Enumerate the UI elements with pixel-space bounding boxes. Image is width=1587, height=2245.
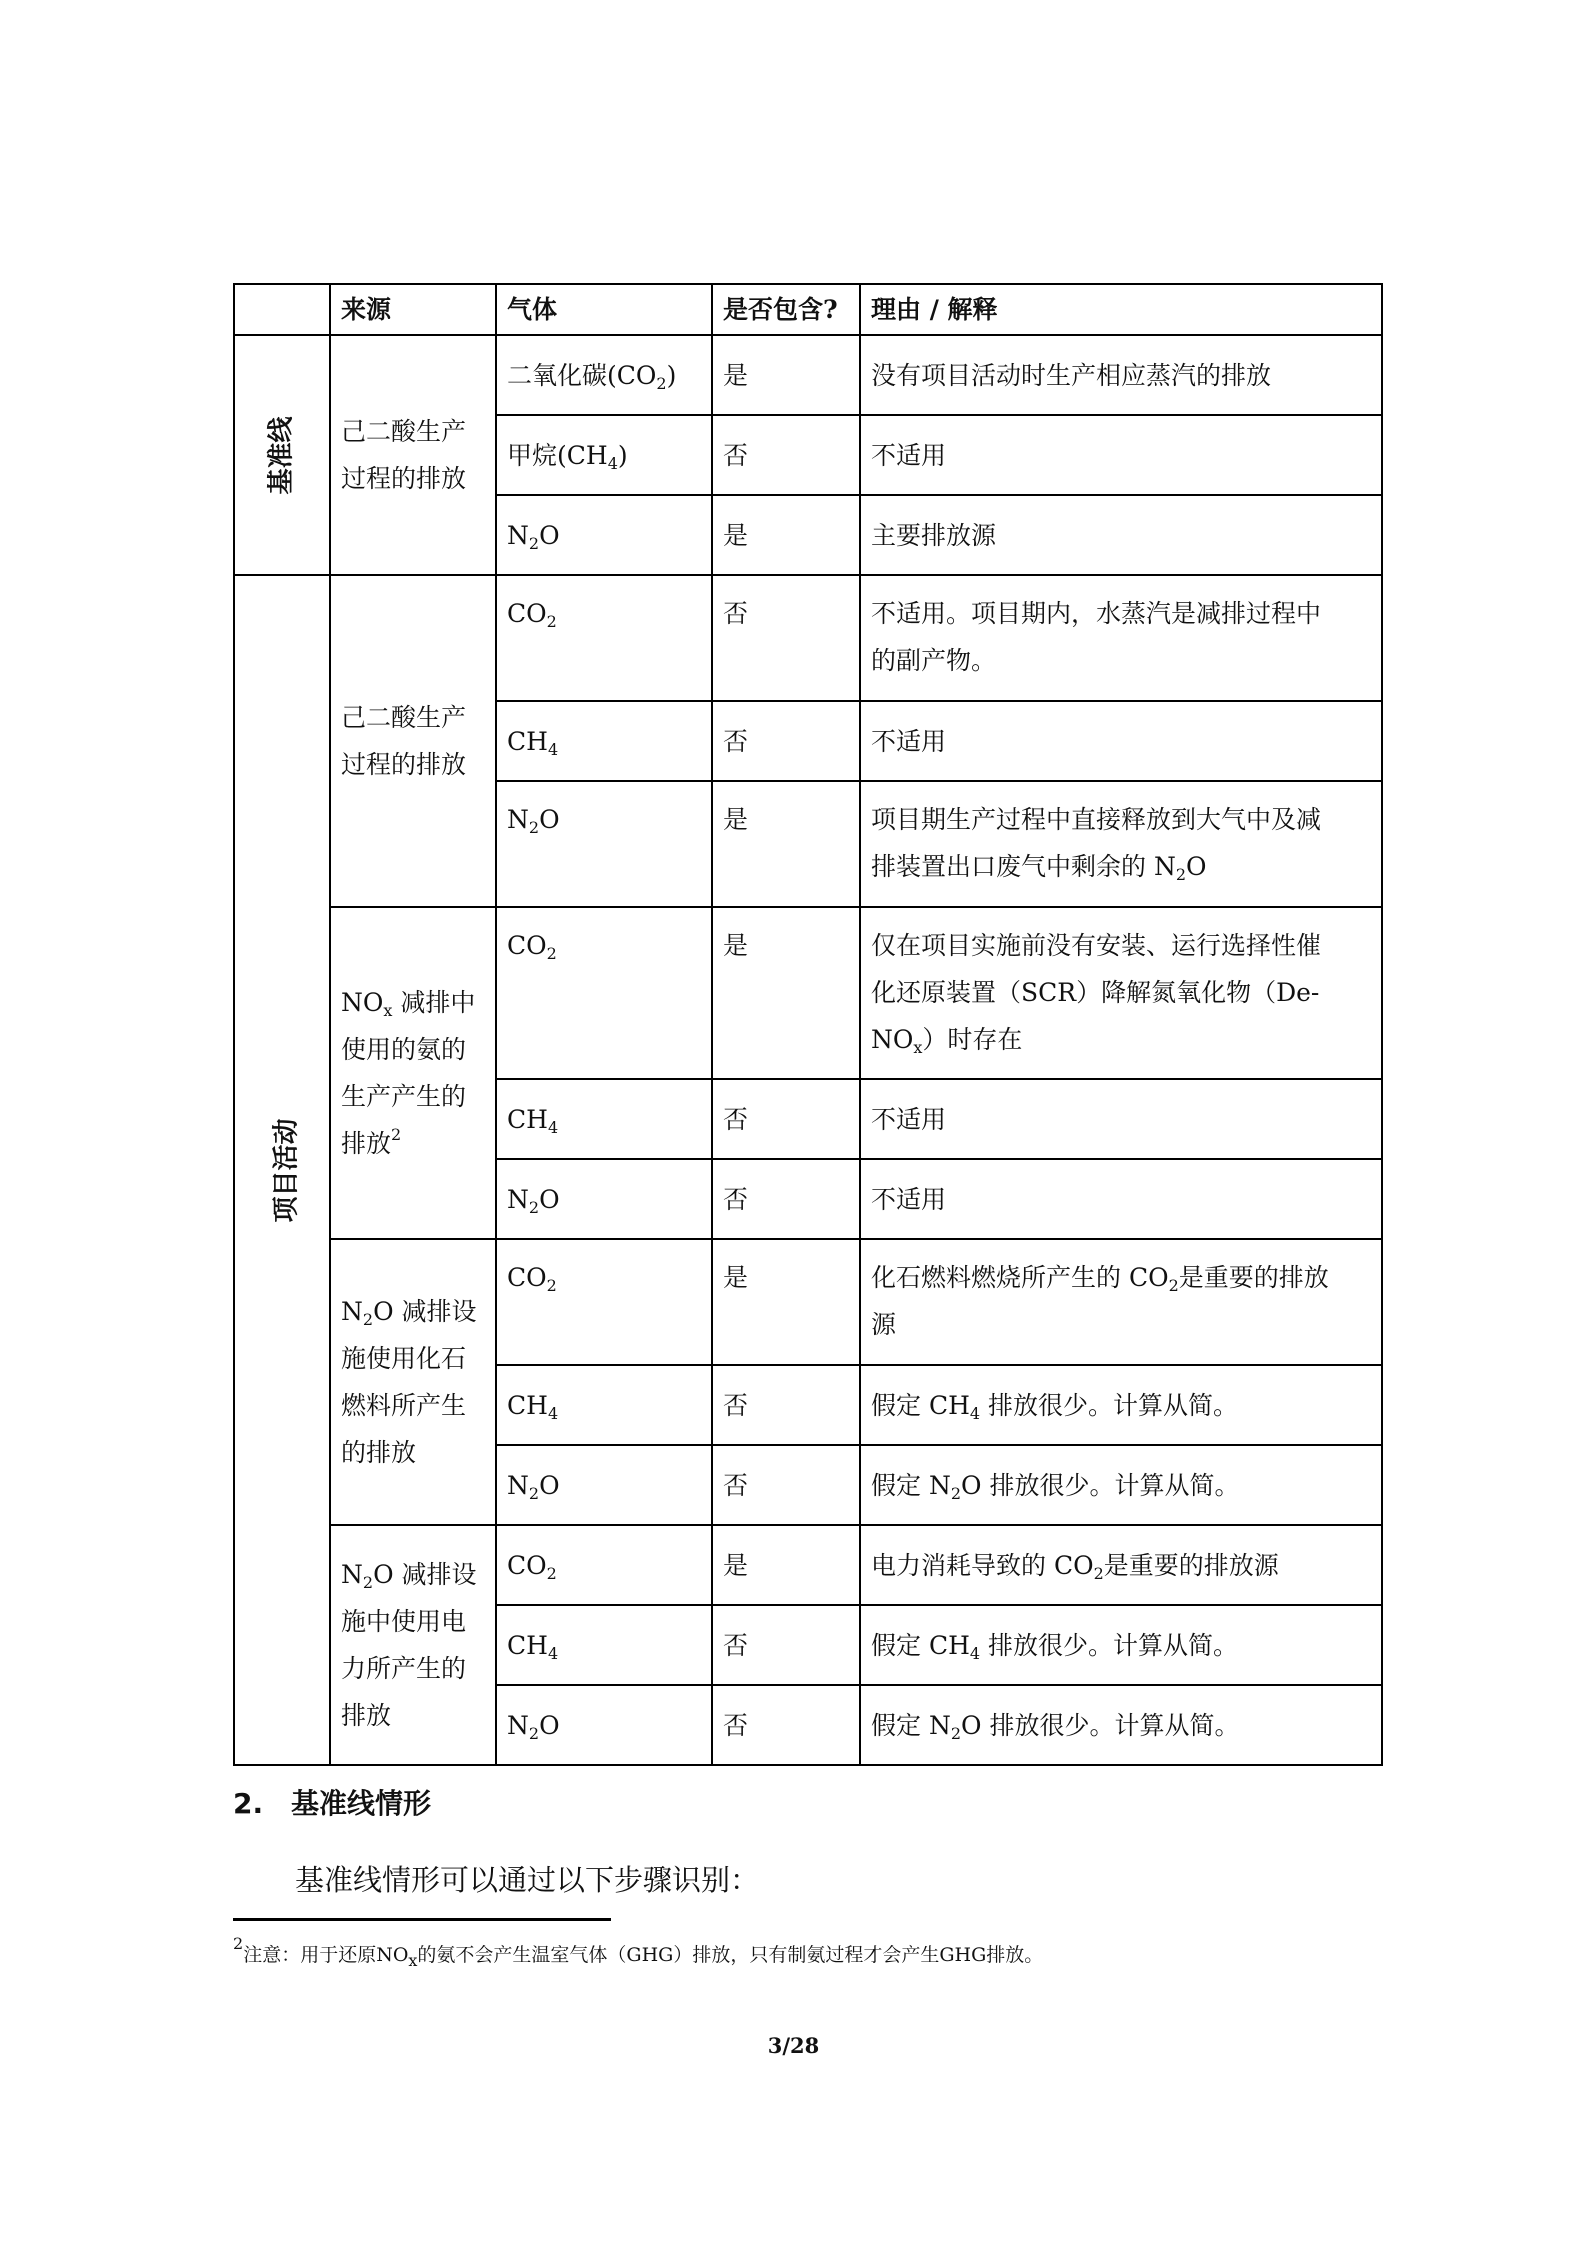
reason-cell: 电力消耗导致的 $CO_2$是重要的排放源 xyxy=(860,1525,1382,1605)
reason-cell: 项目期生产过程中直接释放到大气中及减 排装置出口废气中剩余的 $N_2O$ xyxy=(860,781,1382,907)
header-gas: 气体 xyxy=(496,284,712,335)
emissions-table xyxy=(233,283,1383,1766)
included-cell: 是 xyxy=(712,335,860,415)
header-source: 来源 xyxy=(330,284,496,335)
source-cell xyxy=(330,335,496,575)
gas-cell: $CH_4$ xyxy=(496,1365,712,1445)
reason-cell: 不适用 xyxy=(860,1079,1382,1159)
footnote-text: 的氨不会产生温室气体（GHG）排放，只有制氨过程才会产生GHG排放。 xyxy=(417,1944,1044,1966)
section-title: 基准线情形 xyxy=(291,1787,432,1820)
gas-cell: 二氧化碳$(CO_2)$ xyxy=(496,335,712,415)
footnote-marker: 2 xyxy=(233,1934,244,1953)
included-cell: 否 xyxy=(712,1445,860,1525)
included-cell: 否 xyxy=(712,1605,860,1685)
reason-cell: 不适用 xyxy=(860,415,1382,495)
included-cell: 否 xyxy=(712,1079,860,1159)
gas-cell: $CH_4$ xyxy=(496,701,712,781)
group-label: 基准线 xyxy=(266,416,297,495)
header-included: 是否包含? xyxy=(712,284,860,335)
table-row xyxy=(234,1525,1382,1605)
page-number: 3/28 xyxy=(767,2033,820,2058)
included-cell: 是 xyxy=(712,781,860,907)
included-cell: 否 xyxy=(712,575,860,701)
header-reason: 理由 / 解释 xyxy=(860,284,1382,335)
gas-cell: $CH_4$ xyxy=(496,1605,712,1685)
section-number: 2. xyxy=(233,1787,264,1820)
gas-cell: $CO_2$ xyxy=(496,1525,712,1605)
gas-cell: $N_2O$ xyxy=(496,495,712,575)
section-heading xyxy=(233,1782,431,1822)
body-paragraph: 基准线情形可以通过以下步骤识别： xyxy=(295,1863,760,1897)
reason-cell: 仅在项目实施前没有安装、运行选择性催 化还原装置（SCR）降解氮氧化物（De- $NO_x$）时存在 xyxy=(860,907,1382,1079)
reason-cell: 化石燃料燃烧所产生的 $CO_2$是重要的排放 源 xyxy=(860,1239,1382,1365)
included-cell: 是 xyxy=(712,1525,860,1605)
included-cell: 是 xyxy=(712,1239,860,1365)
footnote-ref[interactable]: 2 xyxy=(391,1125,402,1144)
table-row xyxy=(234,907,1382,1079)
reason-cell: 不适用 xyxy=(860,701,1382,781)
included-cell: 否 xyxy=(712,1159,860,1239)
included-cell: 否 xyxy=(712,701,860,781)
source-cell: $NO_x$ 减排中 使用的氨的 生产产生的 排放$^2$ xyxy=(330,907,496,1239)
source-text: 己二酸生产 xyxy=(341,417,467,446)
reason-cell: 假定 $N_2O$ 排放很少。计算从简。 xyxy=(860,1445,1382,1525)
gas-cell: $N_2O$ xyxy=(496,1685,712,1765)
footnote xyxy=(233,1934,1044,1970)
gas-cell: $CO_2$ xyxy=(496,907,712,1079)
reason-cell: 主要排放源 xyxy=(860,495,1382,575)
included-cell: 否 xyxy=(712,1365,860,1445)
source-text: 过程的排放 xyxy=(341,464,467,493)
group-cell-project xyxy=(234,575,330,1765)
gas-cell: $N_2O$ xyxy=(496,781,712,907)
source-cell: 己二酸生产 过程的排放 xyxy=(330,575,496,907)
footnote-text: 注意：用于还原NO xyxy=(243,1944,409,1966)
reason-cell: 没有项目活动时生产相应蒸汽的排放 xyxy=(860,335,1382,415)
gas-cell: $CO_2$ xyxy=(496,575,712,701)
included-cell: 是 xyxy=(712,495,860,575)
table-header-row xyxy=(234,284,1382,335)
table-row xyxy=(234,1239,1382,1365)
gas-cell: $CO_2$ xyxy=(496,1239,712,1365)
footnote-subscript: x xyxy=(408,1951,418,1970)
included-cell: 否 xyxy=(712,415,860,495)
reason-cell: 假定 $CH_4$ 排放很少。计算从简。 xyxy=(860,1365,1382,1445)
group-cell-baseline xyxy=(234,335,330,575)
table-row xyxy=(234,575,1382,701)
reason-cell: 不适用。项目期内，水蒸汽是减排过程中 的副产物。 xyxy=(860,575,1382,701)
gas-cell: $N_2O$ xyxy=(496,1159,712,1239)
header-blank xyxy=(234,284,330,335)
gas-cell: $N_2O$ xyxy=(496,1445,712,1525)
reason-cell: 假定 $N_2O$ 排放很少。计算从简。 xyxy=(860,1685,1382,1765)
group-label: 项目活动 xyxy=(271,1118,302,1223)
source-cell: $N_2O$ 减排设 施使用化石 燃料所产生 的排放 xyxy=(330,1239,496,1525)
table-row xyxy=(234,335,1382,415)
reason-cell: 不适用 xyxy=(860,1159,1382,1239)
reason-cell: 假定 $CH_4$ 排放很少。计算从简。 xyxy=(860,1605,1382,1685)
source-cell: $N_2O$ 减排设 施中使用电 力所产生的 排放 xyxy=(330,1525,496,1765)
included-cell: 否 xyxy=(712,1685,860,1765)
gas-cell: 甲烷$(CH_4)$ xyxy=(496,415,712,495)
gas-cell: $CH_4$ xyxy=(496,1079,712,1159)
footnote-divider xyxy=(233,1918,611,1921)
included-cell: 是 xyxy=(712,907,860,1079)
